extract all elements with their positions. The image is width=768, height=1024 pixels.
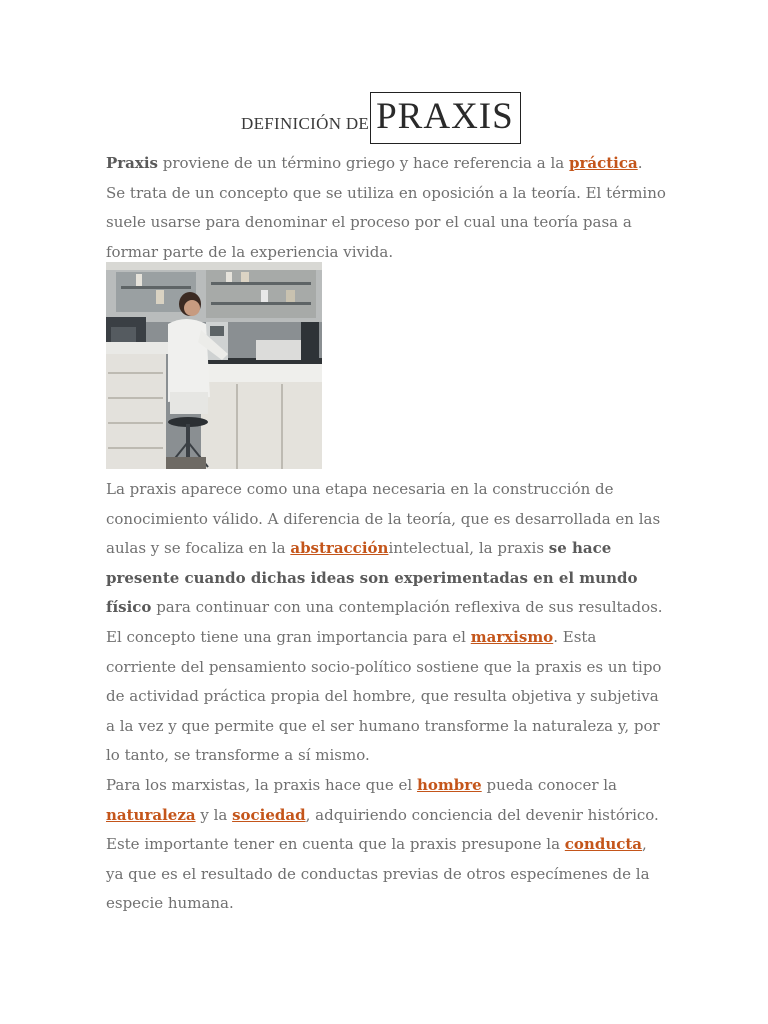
paragraph-4 — [106, 771, 666, 830]
p3-text-2: . Esta corriente del pensamiento socio-político sostiene que la praxis es un tipo de actividad práctica propia del hombre, que resulta objetiva y subjetiva a la vez y que permite que el ser humano transforme la naturaleza y, por lo tanto, se transforme a sí mismo. — [106, 627, 662, 765]
title-prefix: DEFINICIÓN DE — [241, 114, 370, 133]
p4-text-3: y la — [195, 805, 233, 824]
link-naturaleza[interactable]: naturaleza — [106, 805, 196, 824]
link-abstraccion[interactable]: abstracción — [290, 539, 389, 558]
p3-text-1: El concepto tiene una gran importancia para el — [106, 627, 471, 646]
p2-text-2: intelectual, la praxis — [388, 539, 549, 558]
p4-text-1: Para los marxistas, la praxis hace que el — [106, 775, 417, 794]
p5-text-2: , ya que es el resultado de conductas previas de otros especímenes de la especie humana. — [106, 835, 650, 913]
laboratory-photo — [106, 262, 322, 469]
intro-paragraph — [106, 149, 666, 267]
link-practica[interactable]: práctica — [568, 154, 638, 172]
link-marxismo[interactable]: marxismo — [470, 627, 554, 646]
p2-text-1: La praxis aparece como una etapa necesaria en la construcción de conocimiento válido. A diferencia de la teoría, que es desarrollada en las aulas y se focaliza en la — [106, 480, 661, 558]
paragraph-5 — [106, 830, 666, 919]
intro-text-2: . Se trata de un concepto que se utiliza en oposición a la teoría. El término suele usarse para denominar el proceso por el cual una teoría pasa a formar parte de la experiencia vivida. — [106, 154, 666, 261]
p4-text-4: , adquiriendo conciencia del devenir histórico. — [305, 805, 659, 824]
p2-bold: se hace presente cuando dichas ideas son experimentadas en el mundo físico — [106, 539, 638, 617]
term-praxis: Praxis — [106, 154, 158, 172]
link-hombre[interactable]: hombre — [416, 775, 482, 794]
body-paragraphs — [106, 475, 666, 919]
p2-text-3: para continuar con una contemplación reflexiva de sus resultados. — [151, 598, 663, 617]
link-conducta[interactable]: conducta — [564, 835, 643, 854]
p4-text-2: pueda conocer la — [481, 775, 618, 794]
title-word-box: PRAXIS — [370, 92, 521, 144]
page-title — [241, 91, 521, 144]
paragraph-3 — [106, 623, 666, 771]
paragraph-2 — [106, 475, 666, 623]
link-sociedad[interactable]: sociedad — [232, 805, 306, 824]
p5-text-1: Este importante tener en cuenta que la praxis presupone la — [106, 835, 565, 854]
intro-text-1: proviene de un término griego y hace referencia a la — [158, 154, 569, 172]
